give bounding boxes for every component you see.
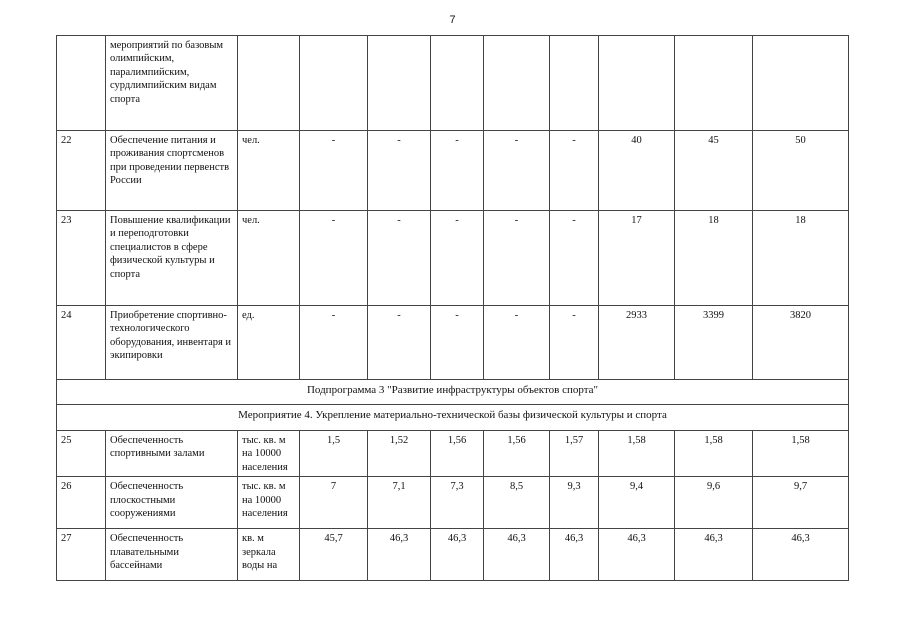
value-cell: 46,3 <box>368 529 431 581</box>
value-cell: 46,3 <box>675 529 753 581</box>
value-cell: 9,4 <box>599 477 675 529</box>
value-cell: 9,3 <box>550 477 599 529</box>
value-cell: 40 <box>599 131 675 211</box>
value-cell <box>368 36 431 131</box>
indicator-name: Обеспеченность плоскостными сооружениями <box>106 477 238 529</box>
value-cell: 18 <box>753 211 849 306</box>
row-number: 22 <box>57 131 106 211</box>
value-cell: 1,52 <box>368 431 431 477</box>
page-number: 7 <box>449 14 456 26</box>
value-cell: - <box>431 306 484 380</box>
value-cell: - <box>368 131 431 211</box>
table-row <box>57 431 849 477</box>
value-cell: 9,6 <box>675 477 753 529</box>
value-cell: 1,5 <box>300 431 368 477</box>
value-cell: - <box>300 306 368 380</box>
value-cell: 46,3 <box>550 529 599 581</box>
value-cell: 8,5 <box>484 477 550 529</box>
value-cell <box>484 36 550 131</box>
value-cell: - <box>300 211 368 306</box>
table-row <box>57 211 849 306</box>
unit-of-measure: чел. <box>238 211 300 306</box>
value-cell: 2933 <box>599 306 675 380</box>
row-number: 27 <box>57 529 106 581</box>
indicator-name: Обеспеченность плавательными бассейнами <box>106 529 238 581</box>
indicator-name: Повышение квалификации и переподготовки специалистов в сфере физической культуры и спорта <box>106 211 238 306</box>
unit-of-measure: ед. <box>238 306 300 380</box>
section-header-row <box>57 405 849 431</box>
value-cell: 45 <box>675 131 753 211</box>
value-cell <box>431 36 484 131</box>
value-cell: - <box>484 131 550 211</box>
value-cell: 46,3 <box>484 529 550 581</box>
value-cell <box>599 36 675 131</box>
value-cell: 1,57 <box>550 431 599 477</box>
value-cell: 7,1 <box>368 477 431 529</box>
section-header-row <box>57 380 849 405</box>
table-row <box>57 36 849 131</box>
value-cell: 17 <box>599 211 675 306</box>
value-cell: 7 <box>300 477 368 529</box>
value-cell: - <box>550 211 599 306</box>
value-cell <box>753 36 849 131</box>
value-cell <box>550 36 599 131</box>
value-cell: - <box>484 306 550 380</box>
table-row <box>57 529 849 581</box>
indicator-name: Обеспеченность спортивными залами <box>106 431 238 477</box>
value-cell: 46,3 <box>753 529 849 581</box>
value-cell: 9,7 <box>753 477 849 529</box>
row-number: 25 <box>57 431 106 477</box>
value-cell: 46,3 <box>599 529 675 581</box>
indicator-name: мероприятий по базовым олимпийским, паралимпийским, сурдлимпийским видам спорта <box>106 36 238 131</box>
unit-of-measure: чел. <box>238 131 300 211</box>
value-cell: 1,58 <box>599 431 675 477</box>
indicator-name: Приобретение спортивно-технологического оборудования, инвентаря и экипировки <box>106 306 238 380</box>
value-cell: - <box>431 211 484 306</box>
value-cell: 7,3 <box>431 477 484 529</box>
unit-of-measure: кв. м зеркала воды на <box>238 529 300 581</box>
value-cell: - <box>550 131 599 211</box>
table-row <box>57 131 849 211</box>
value-cell: - <box>550 306 599 380</box>
row-number: 24 <box>57 306 106 380</box>
value-cell <box>675 36 753 131</box>
value-cell: 1,58 <box>675 431 753 477</box>
value-cell: 1,56 <box>484 431 550 477</box>
value-cell: - <box>484 211 550 306</box>
value-cell: 18 <box>675 211 753 306</box>
value-cell: 3399 <box>675 306 753 380</box>
indicators-table <box>56 35 849 581</box>
value-cell: 45,7 <box>300 529 368 581</box>
value-cell: 1,58 <box>753 431 849 477</box>
row-number <box>57 36 106 131</box>
section-title: Подпрограмма 3 "Развитие инфраструктуры объектов спорта" <box>57 380 849 405</box>
value-cell: - <box>300 131 368 211</box>
value-cell: - <box>368 211 431 306</box>
section-title: Мероприятие 4. Укрепление материально-технической базы физической культуры и спорта <box>57 405 849 431</box>
unit-of-measure: тыс. кв. м на 10000 населения <box>238 431 300 477</box>
table-row <box>57 306 849 380</box>
value-cell <box>300 36 368 131</box>
value-cell: 46,3 <box>431 529 484 581</box>
value-cell: - <box>431 131 484 211</box>
row-number: 23 <box>57 211 106 306</box>
unit-of-measure <box>238 36 300 131</box>
indicator-name: Обеспечение питания и проживания спортсменов при проведении первенств России <box>106 131 238 211</box>
value-cell: 3820 <box>753 306 849 380</box>
table-row <box>57 477 849 529</box>
unit-of-measure: тыс. кв. м на 10000 населения <box>238 477 300 529</box>
row-number: 26 <box>57 477 106 529</box>
value-cell: 50 <box>753 131 849 211</box>
value-cell: 1,56 <box>431 431 484 477</box>
value-cell: - <box>368 306 431 380</box>
table-body <box>57 36 849 581</box>
